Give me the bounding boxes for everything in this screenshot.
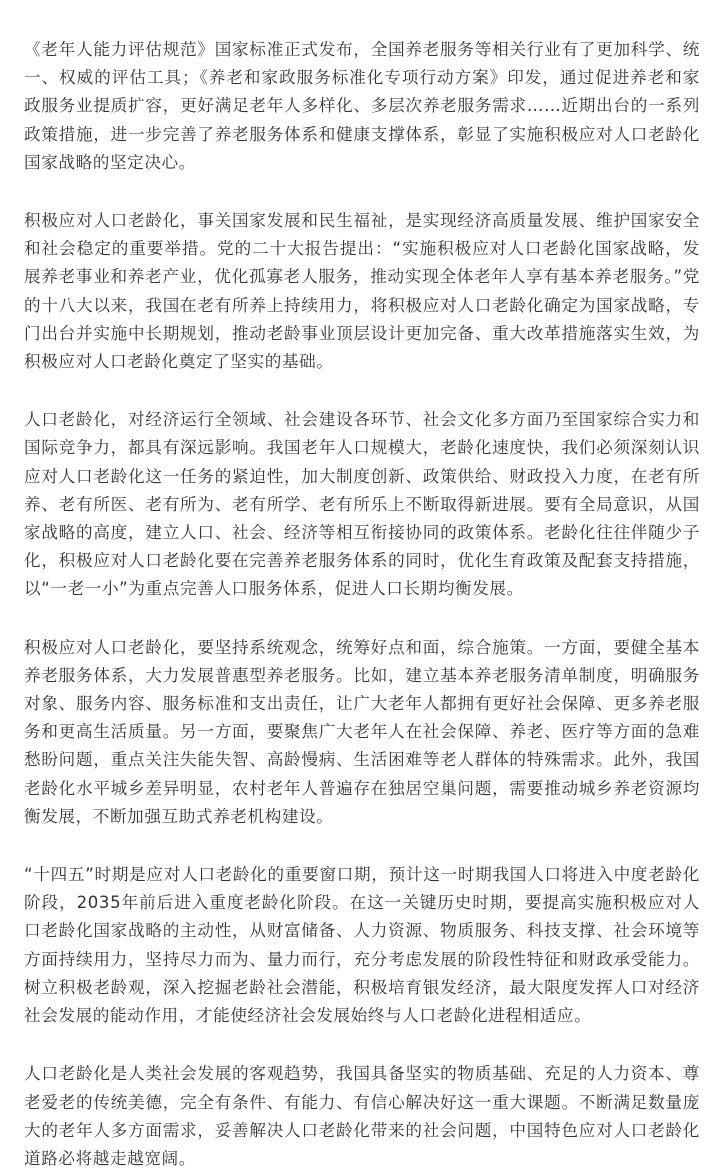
paragraph-4: 积极应对人口老龄化，要坚持系统观念，统筹好点和面，综合施策。一方面，要健全基本养老服务体系，大力发展普惠型养老服务。比如，建立基本养老服务清单制度，明确服务对象、服务内容、服务标准和支出责任，让广大老年人都拥有更好社会保障、更多养老服务和更高生活质量。另一方面，要聚焦广大老年人在社会保障、养老、医疗等方面的急难愁盼问题，重点关注失能失智、高龄慢病、生活困难等老人群体的特殊需求。此外，我国老龄化水平城乡差异明显，农村老年人普遍存在独居空巢问题，需要推动城乡养老资源均衡发展，不断加强互助式养老机构建设。: [24, 637, 700, 826]
paragraph-2: 积极应对人口老龄化，事关国家发展和民生福祉，是实现经济高质量发展、维护国家安全和社会稳定的重要举措。党的二十大报告提出：“实施积极应对人口老龄化国家战略，发展养老事业和养老产业，优化孤寡老人服务，推动实现全体老年人享有基本养老服务。”党的十八大以来，我国在老有所养上持续用力，将积极应对人口老龄化确定为国家战略，专门出台并实施中长期规划，推动老龄事业顶层设计更加完备、重大改革措施落实生效，为积极应对人口老龄化奠定了坚实的基础。: [24, 211, 700, 372]
paragraph-5: “十四五”时期是应对人口老龄化的重要窗口期，预计这一时期我国人口将进入中度老龄化阶段，2035年前后进入重度老龄化阶段。在这一关键历史时期，要提高实施积极应对人口老龄化国家战略的主动性，从财富储备、人力资源、物质服务、科技支撑、社会环境等方面持续用力，坚持尽力而为、量力而行，充分考虑发展的阶段性特征和财政承受能力。树立积极老龄观，深入挖掘老龄社会潜能，积极培育银发经济，最大限度发挥人口对经济社会发展的能动作用，才能使经济社会发展始终与人口老龄化进程相适应。: [24, 865, 700, 1026]
article-body: [24, 36, 700, 1173]
paragraph-6: 人口老龄化是人类社会发展的客观趋势，我国具备坚实的物质基础、充足的人力资本、尊老爱老的传统美德，完全有条件、有能力、有信心解决好这一重大课题。不断满足数量庞大的老年人多方面需求，妥善解决人口老龄化带来的社会问题，中国特色应对人口老龄化道路必将越走越宽阔。: [24, 1064, 700, 1168]
paragraph-1: 《老年人能力评估规范》国家标准正式发布，全国养老服务等相关行业有了更加科学、统一、权威的评估工具；《养老和家政服务标准化专项行动方案》印发，通过促进养老和家政服务业提质扩容，更好满足老年人多样化、多层次养老服务需求……近期出台的一系列政策措施，进一步完善了养老服务体系和健康支撑体系，彰显了实施积极应对人口老龄化国家战略的坚定决心。: [24, 40, 700, 172]
paragraph-3: 人口老龄化，对经济运行全领域、社会建设各环节、社会文化多方面乃至国家综合实力和国际竞争力，都具有深远影响。我国老年人口规模大，老龄化速度快，我们必须深刻认识应对人口老龄化这一任务的紧迫性，加大制度创新、政策供给、财政投入力度，在老有所养、老有所医、老有所为、老有所学、老有所乐上不断取得新进展。要有全局意识，从国家战略的高度，建立人口、社会、经济等相互衔接协同的政策体系。老龄化往往伴随少子化，积极应对人口老龄化要在完善养老服务体系的同时，优化生育政策及配套支持措施，以“一老一小”为重点完善人口服务体系，促进人口长期均衡发展。: [24, 410, 700, 599]
